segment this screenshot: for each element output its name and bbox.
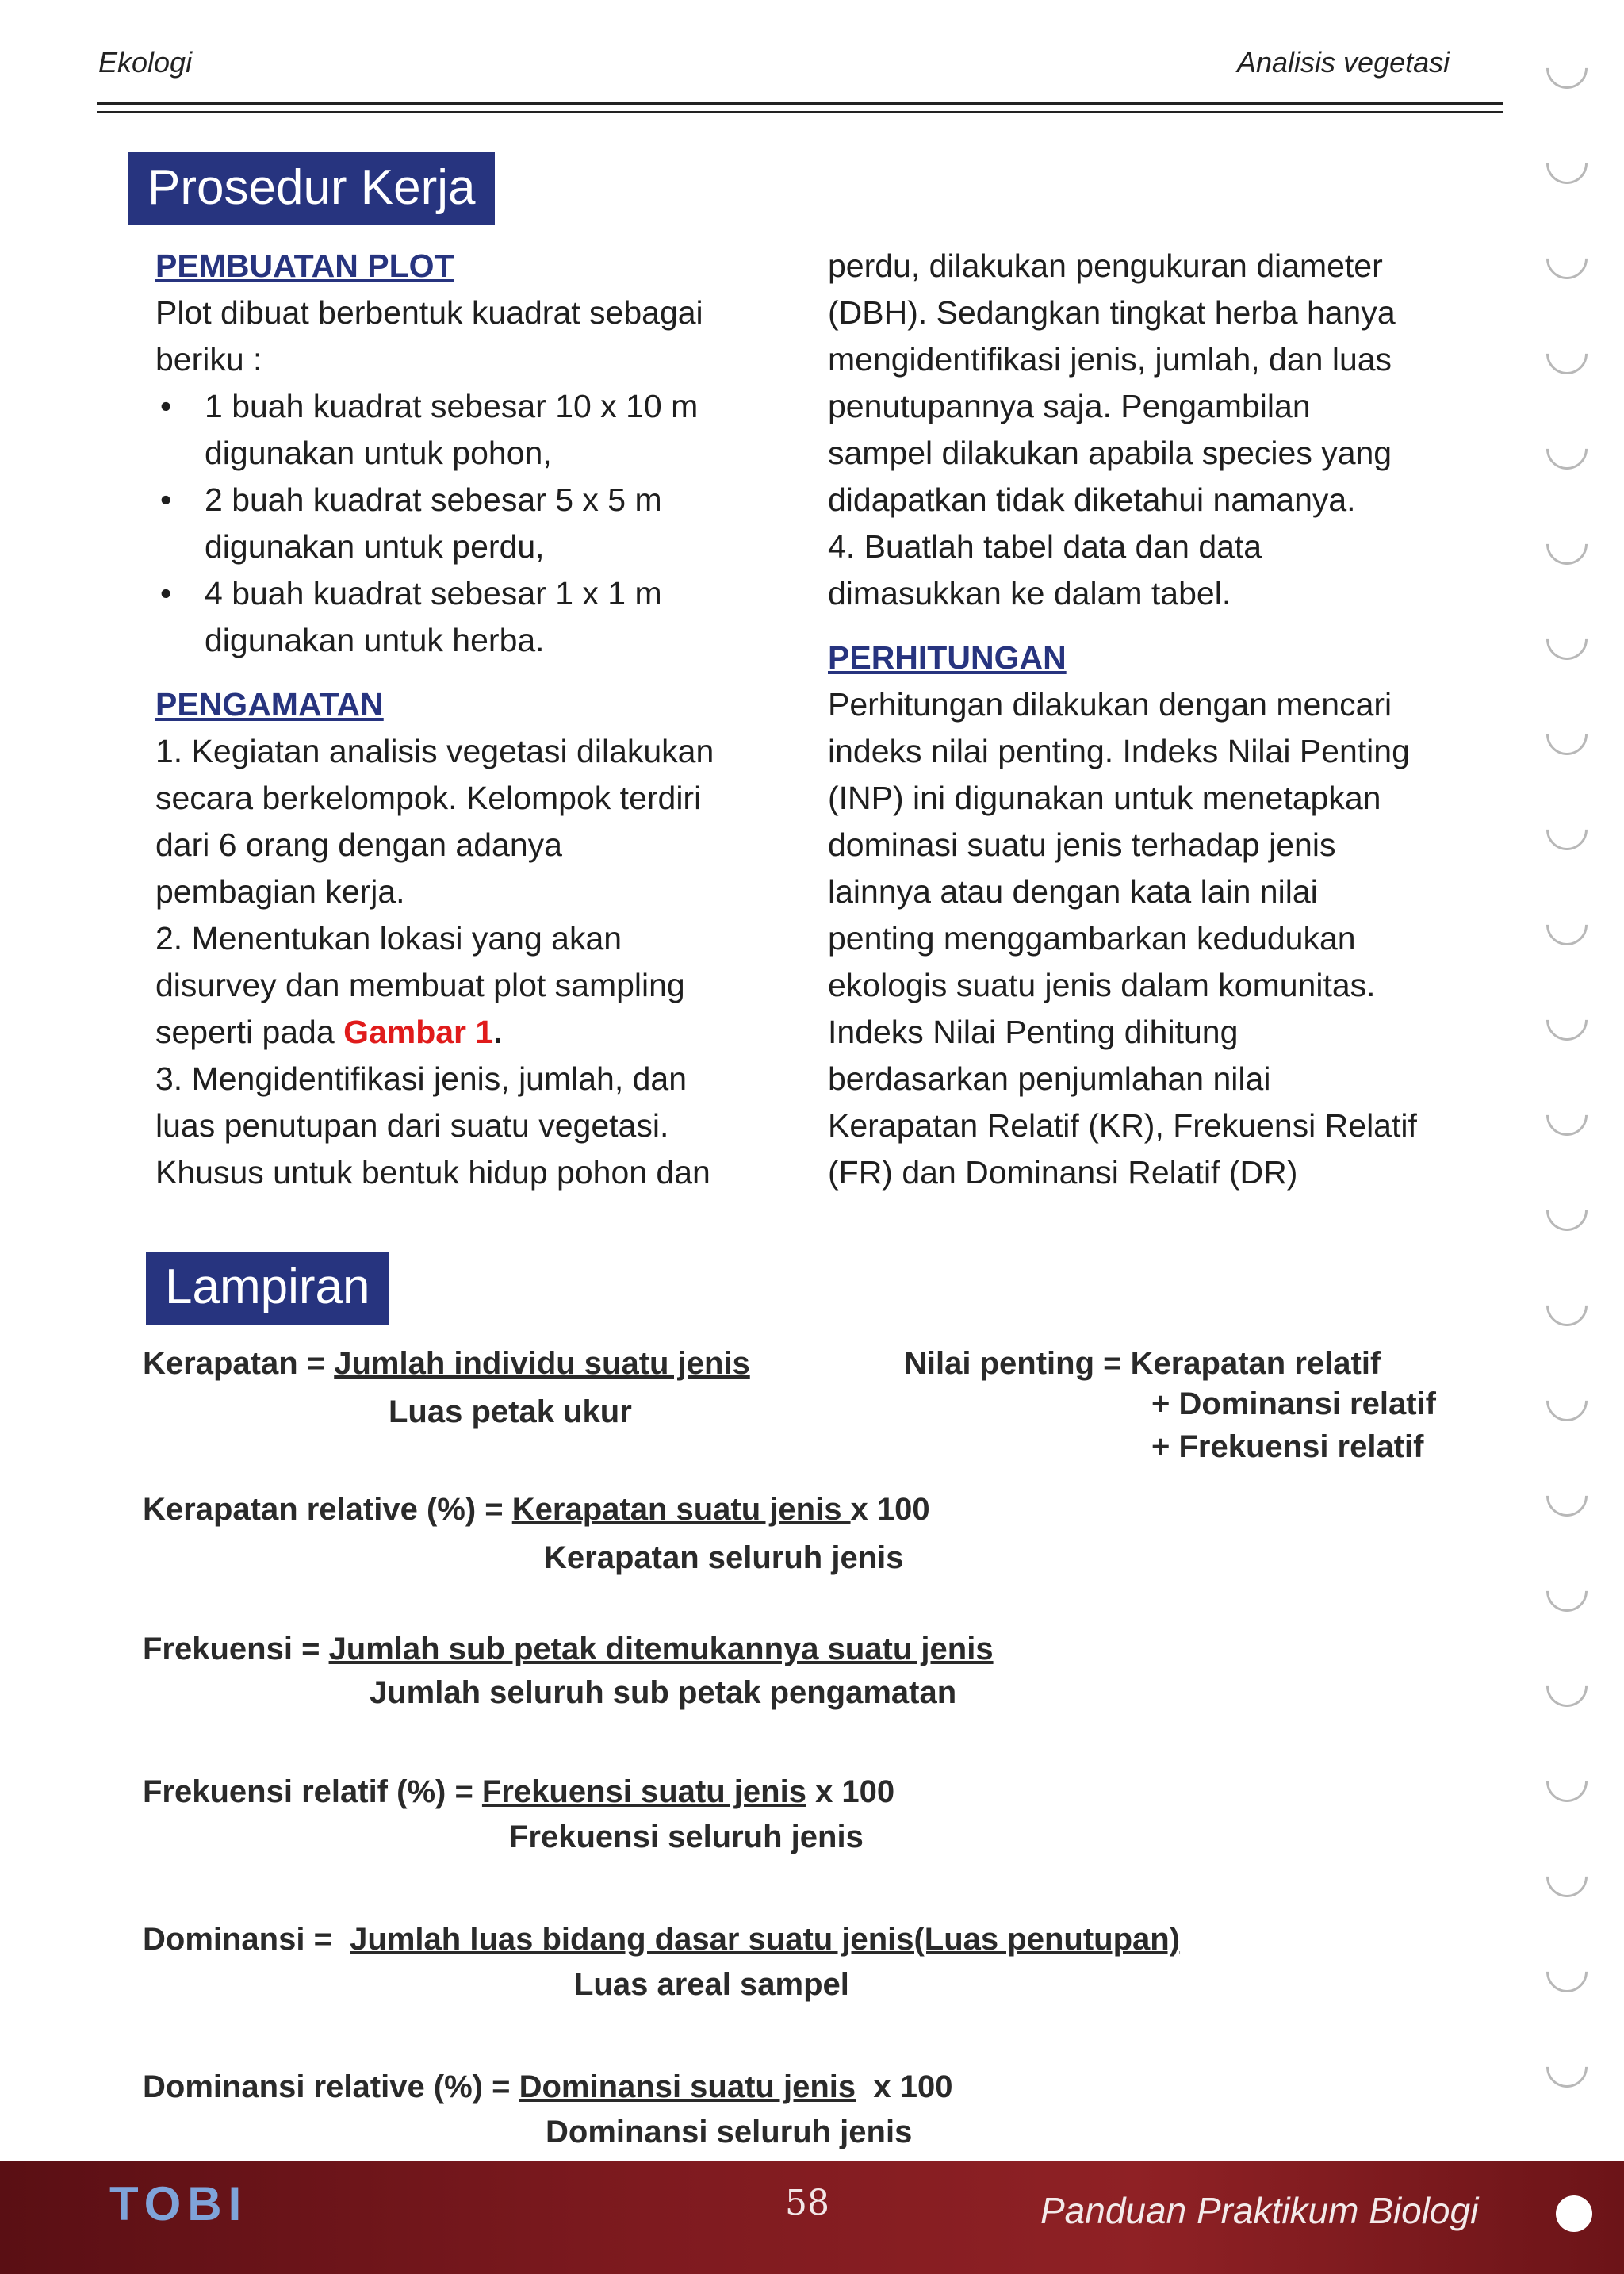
binding-hole-icon <box>1538 1276 1596 1335</box>
binding-hole-icon <box>1538 1181 1596 1240</box>
body-text: seperti pada <box>155 1014 344 1050</box>
formula-frekuensi-relatif <box>143 1769 894 1815</box>
body-line: didapatkan tidak diketahui namanya. <box>828 481 1356 518</box>
formula-term: + Dominansi relatif <box>1151 1386 1436 1421</box>
body-line: dimasukkan ke dalam tabel. <box>828 575 1231 612</box>
binding-hole-icon <box>1556 2195 1592 2232</box>
body-line: luas penutupan dari suatu vegetasi. <box>155 1107 669 1144</box>
binding-hole-icon <box>1538 420 1596 478</box>
formula-dominansi <box>143 1916 1180 1962</box>
body-line: penutupannya saja. Pengambilan <box>828 388 1311 424</box>
body-line: mengidentifikasi jenis, jumlah, dan luas <box>828 341 1392 378</box>
body-line: perdu, dilakukan pengukuran diameter <box>828 247 1383 284</box>
formula-lhs: Frekuensi relatif (%) = <box>143 1774 482 1809</box>
binding-hole-icon <box>1538 515 1596 573</box>
bullet-line: • 4 buah kuadrat sebesar 1 x 1 m <box>205 575 662 612</box>
formula-numerator: Jumlah individu suatu jenis <box>334 1346 750 1381</box>
body-line: Indeks Nilai Penting dihitung <box>828 1014 1239 1050</box>
body-line: dominasi suatu jenis terhadap jenis <box>828 826 1336 863</box>
section-title-prosedur: Prosedur Kerja <box>128 152 495 225</box>
formula-numerator: Kerapatan suatu jenis <box>511 1492 851 1527</box>
body-line: berdasarkan penjumlahan nilai <box>828 1060 1271 1097</box>
formula-dominansi-relative <box>143 2064 952 2110</box>
binding-hole-icon <box>1538 895 1596 954</box>
right-column <box>828 243 1478 1196</box>
body-line: lainnya atau dengan kata lain nilai <box>828 873 1318 910</box>
binding-hole-icon <box>1538 324 1596 383</box>
plot-intro-line: Plot dibuat berbentuk kuadrat sebagai <box>155 294 703 331</box>
formula-multiplier: x 100 <box>850 1492 930 1527</box>
formula-multiplier: x 100 <box>856 2069 953 2104</box>
header-rule-thin <box>97 111 1503 113</box>
formula-lhs: Dominansi = <box>143 1922 350 1957</box>
formula-numerator: Frekuensi suatu jenis <box>481 1774 806 1809</box>
bullet-line: • 2 buah kuadrat sebesar 5 x 5 m <box>205 481 662 518</box>
formula-lhs: Frekuensi = <box>143 1632 329 1666</box>
binding-hole-icon <box>1538 705 1596 764</box>
binding-hole-icon <box>1538 1657 1596 1716</box>
section-title-lampiran: Lampiran <box>146 1252 389 1325</box>
binding-hole-icon <box>1538 1752 1596 1811</box>
bullet-item <box>155 477 790 570</box>
formula-term: Kerapatan relatif <box>1130 1346 1381 1381</box>
body-line: 1. Kegiatan analisis vegetasi dilakukan <box>155 733 714 769</box>
body-line: 4. Buatlah tabel data dan data <box>828 528 1262 565</box>
bullet-item <box>155 383 790 477</box>
body-line: dari 6 orang dengan adanya <box>155 826 562 863</box>
formula-denominator: Jumlah seluruh sub petak pengamatan <box>370 1675 957 1710</box>
body-line: ekologis suatu jenis dalam komunitas. <box>828 967 1376 1003</box>
formula-numerator: Jumlah sub petak ditemukannya suatu jenis <box>328 1632 994 1666</box>
binding-hole-icon <box>1538 1371 1596 1430</box>
binding-hole-icon <box>1538 610 1596 669</box>
binding-hole-icon <box>1538 1086 1596 1145</box>
formula-kerapatan <box>143 1340 750 1386</box>
header-rule <box>97 102 1503 105</box>
body-line: penting menggambarkan kedudukan <box>828 920 1356 957</box>
body-line <box>155 1009 790 1056</box>
formula-lhs: Kerapatan relative (%) = <box>143 1492 512 1527</box>
body-line: Khusus untuk bentuk hidup pohon dan <box>155 1154 710 1191</box>
formula-lhs: Nilai penting = <box>904 1346 1131 1381</box>
body-line: (INP) ini digunakan untuk menetapkan <box>828 780 1381 816</box>
formula-frekuensi <box>143 1626 994 1672</box>
figure-reference: Gambar 1 <box>343 1014 494 1050</box>
body-line: Kerapatan Relatif (KR), Frekuensi Relatif <box>828 1107 1417 1144</box>
body-line: pembagian kerja. <box>155 873 405 910</box>
body-text: . <box>493 1014 503 1050</box>
binding-hole-icon <box>1538 1562 1596 1620</box>
subheading-pembuatan-plot: PEMBUATAN PLOT <box>155 247 454 284</box>
body-line: 2. Menentukan lokasi yang akan <box>155 920 622 957</box>
bullet-line: digunakan untuk perdu, <box>205 528 545 565</box>
binding-hole-icon <box>1538 39 1596 98</box>
running-header-left: Ekologi <box>98 46 193 79</box>
body-line: 3. Mengidentifikasi jenis, jumlah, dan <box>155 1060 688 1097</box>
bullet-line: • 1 buah kuadrat sebesar 10 x 10 m <box>205 388 699 424</box>
plot-intro-line: beriku : <box>155 341 262 378</box>
binding-hole-icon <box>1538 134 1596 193</box>
formula-lhs: Dominansi relative (%) = <box>143 2069 519 2104</box>
binding-hole-icon <box>1538 1942 1596 2001</box>
body-line: sampel dilakukan apabila species yang <box>828 435 1392 471</box>
formula-kerapatan-relative <box>143 1486 930 1532</box>
left-column <box>155 243 790 1196</box>
formula-denominator: Dominansi seluruh jenis <box>546 2115 913 2149</box>
binding-hole-icon <box>1538 991 1596 1049</box>
formula-term: + Frekuensi relatif <box>1151 1429 1424 1464</box>
body-line: disurvey dan membuat plot sampling <box>155 967 685 1003</box>
binding-hole-icon <box>1538 800 1596 859</box>
formula-nilai-penting <box>904 1340 1381 1386</box>
running-header-right: Analisis vegetasi <box>1237 46 1450 79</box>
book-title: Panduan Praktikum Biologi <box>1040 2190 1479 2231</box>
body-line: secara berkelompok. Kelompok terdiri <box>155 780 702 816</box>
body-line: indeks nilai penting. Indeks Nilai Penting <box>828 733 1410 769</box>
binding-hole-icon <box>1538 1467 1596 1525</box>
formula-numerator: Dominansi suatu jenis <box>519 2069 856 2104</box>
bullet-line: digunakan untuk pohon, <box>205 435 552 471</box>
bullet-line: digunakan untuk herba. <box>205 622 545 658</box>
formula-lhs: Kerapatan = <box>143 1346 335 1381</box>
subheading-pengamatan: PENGAMATAN <box>155 686 384 723</box>
binding-hole-icon <box>1538 2038 1596 2096</box>
formula-denominator: Luas petak ukur <box>389 1394 632 1429</box>
body-line: Perhitungan dilakukan dengan mencari <box>828 686 1392 723</box>
bullet-item <box>155 570 790 664</box>
page-number: 58 <box>785 2183 829 2223</box>
tobi-logo: TOBI <box>109 2177 248 2230</box>
formula-denominator: Kerapatan seluruh jenis <box>544 1540 904 1575</box>
binding-hole-icon <box>1538 1847 1596 1906</box>
formula-multiplier: x 100 <box>806 1774 895 1809</box>
body-line: (DBH). Sedangkan tingkat herba hanya <box>828 294 1396 331</box>
formula-denominator: Luas areal sampel <box>574 1967 849 2002</box>
plot-bullet-list <box>155 383 790 664</box>
binding-holes <box>1546 48 1594 2189</box>
body-line: (FR) dan Dominansi Relatif (DR) <box>828 1154 1298 1191</box>
subheading-perhitungan: PERHITUNGAN <box>828 639 1067 676</box>
binding-hole-icon <box>1538 229 1596 288</box>
formula-denominator: Frekuensi seluruh jenis <box>509 1820 864 1854</box>
formula-numerator: Jumlah luas bidang dasar suatu jenis(Luas penutupan) <box>350 1922 1181 1957</box>
